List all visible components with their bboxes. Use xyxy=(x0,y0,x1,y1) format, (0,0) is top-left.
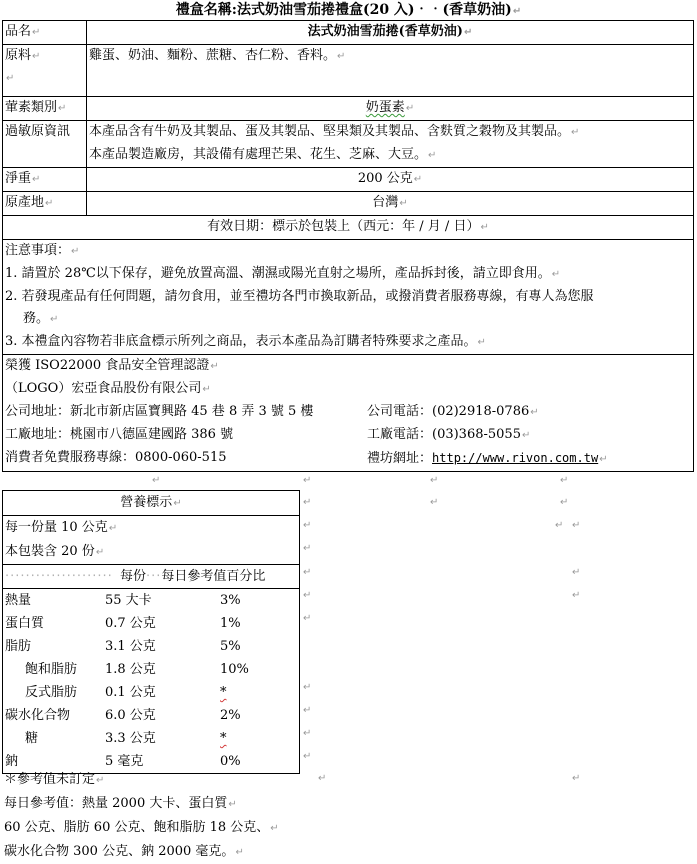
origin-value: 台灣↵ xyxy=(87,192,694,216)
nutrition-rows xyxy=(3,589,300,774)
row-manufacturer xyxy=(3,355,694,472)
nutrition-header: ‧‧‧‧‧‧‧‧‧‧‧‧‧‧‧‧‧‧‧‧‧ 每份 ‧‧‧ 每日參考值百分比 xyxy=(3,565,300,589)
col-per-serving: 每份 xyxy=(120,569,147,584)
nutrition-title: 營養標示↵ xyxy=(3,491,300,516)
servings-per-package: 本包裝含 20 份↵ xyxy=(5,544,105,559)
nutrition-notes xyxy=(4,768,279,864)
daily-ref-3: 碳水化合物 300 公克、鈉 2000 毫克。↵ xyxy=(4,844,244,859)
manufacturer-block xyxy=(3,355,694,472)
company-phone: 公司電話：(02)2918-0786↵ xyxy=(367,404,539,419)
serving-size: 每一份量 10 公克↵ xyxy=(5,520,118,535)
website: 禮坊網址：http://www.rivon.com.tw↵ xyxy=(367,451,608,466)
factory-phone: 工廠電話：(03)368-5055↵ xyxy=(367,427,531,442)
nutrient-row-protein: 蛋白質 0.7 公克 1% xyxy=(5,616,241,631)
certification: 榮獲 ISO22000 食品安全管理認證↵ xyxy=(5,358,219,373)
document-title: 禮盒名稱:法式奶油雪茄捲禮盒(20 入)‧‧(香草奶油)↵ xyxy=(175,2,522,18)
vegetarian-label: 葷素類別↵ xyxy=(3,97,87,121)
footnote: ＊參考值未訂定↵ xyxy=(4,772,105,787)
factory-address: 工廠地址：桃園市八德區建國路 386 號 xyxy=(5,427,234,442)
notice-block xyxy=(3,240,694,355)
ingredients-label: 原料↵ ↵ xyxy=(3,45,87,97)
nutrient-row-sugar: 糖 3.3 公克 * xyxy=(25,731,227,746)
notice-item-3: 3. 本禮盒內容物若非底盒標示所列之商品，表示本產品為訂購者特殊要求之產品。↵ xyxy=(5,334,486,349)
row-net-weight xyxy=(3,168,694,192)
daily-ref-2: 60 公克、脂肪 60 公克、飽和脂肪 18 公克、↵ xyxy=(4,820,279,835)
row-allergen xyxy=(3,121,694,168)
company-address: 公司地址：新北市新店區寶興路 45 巷 8 弄 3 號 5 樓 xyxy=(5,404,314,419)
allergen-label: 過敏原資訊 xyxy=(3,121,87,168)
allergen-value: 本產品含有牛奶及其製品、蛋及其製品、堅果類及其製品、含麩質之穀物及其製品。↵ 本產品製造廠房，其設備有處理芒果、花生、芝麻、大豆。↵ xyxy=(87,121,694,168)
notice-item-1: 1. 請置於 28℃以下保存，避免放置高溫、潮濕或陽光直射之場所，產品拆封後，請立即食用。↵ xyxy=(5,266,561,281)
company-name: （LOGO）宏亞食品股份有限公司↵ xyxy=(5,381,211,396)
product-name-label: 品名↵ xyxy=(3,21,87,45)
row-ingredients xyxy=(3,45,694,97)
notice-heading: 注意事項：↵ xyxy=(5,243,80,258)
nutrient-row-fat: 脂肪 3.1 公克 5% xyxy=(5,639,241,654)
notice-item-2: 2. 若發現產品有任何問題，請勿食用，並至禮坊各門市換取新品，或撥消費者服務專線，有專人為您服 xyxy=(5,289,594,304)
nutrient-row-carbohydrate: 碳水化合物 6.0 公克 2% xyxy=(5,708,241,723)
origin-label: 原產地↵ xyxy=(3,192,87,216)
row-origin xyxy=(3,192,694,216)
nutrient-row-energy: 熱量 55 大卡 3% xyxy=(5,593,241,608)
nutrient-row-sodium: 鈉 5 毫克 0% xyxy=(5,754,241,769)
col-daily-pct: 每日參考值百分比 xyxy=(161,569,266,584)
row-expiry xyxy=(3,216,694,240)
net-weight-label: 淨重↵ xyxy=(3,168,87,192)
product-name-value: 法式奶油雪茄捲(香草奶油)↵ xyxy=(87,21,694,45)
consumer-hotline: 消費者免費服務專線：0800-060-515 xyxy=(5,450,227,465)
vegetarian-value: 奶蛋素↵ xyxy=(87,97,694,121)
nutrient-row-trans-fat: 反式脂肪 0.1 公克 * xyxy=(25,685,227,700)
row-notice xyxy=(3,240,694,355)
serving-info xyxy=(3,516,300,565)
notice-item-2-cont: 務。↵ xyxy=(23,311,59,326)
row-vegetarian xyxy=(3,97,694,121)
nutrient-row-saturated-fat: 飽和脂肪 1.8 公克 10% xyxy=(25,662,249,677)
nutrition-table xyxy=(2,490,300,774)
net-weight-value: 200 公克↵ xyxy=(87,168,694,192)
ingredients-value: 雞蛋、奶油、麵粉、蔗糖、杏仁粉、香料。↵ xyxy=(87,45,694,97)
row-product-name xyxy=(3,21,694,45)
daily-ref-1: 每日參考值：熱量 2000 大卡、蛋白質↵ xyxy=(4,796,237,811)
expiry-date: 有效日期：標示於包裝上（西元：年 / 月 / 日）↵ xyxy=(3,216,694,240)
website-link[interactable]: http://www.rivon.com.tw xyxy=(432,451,599,465)
product-info-table xyxy=(2,20,694,472)
